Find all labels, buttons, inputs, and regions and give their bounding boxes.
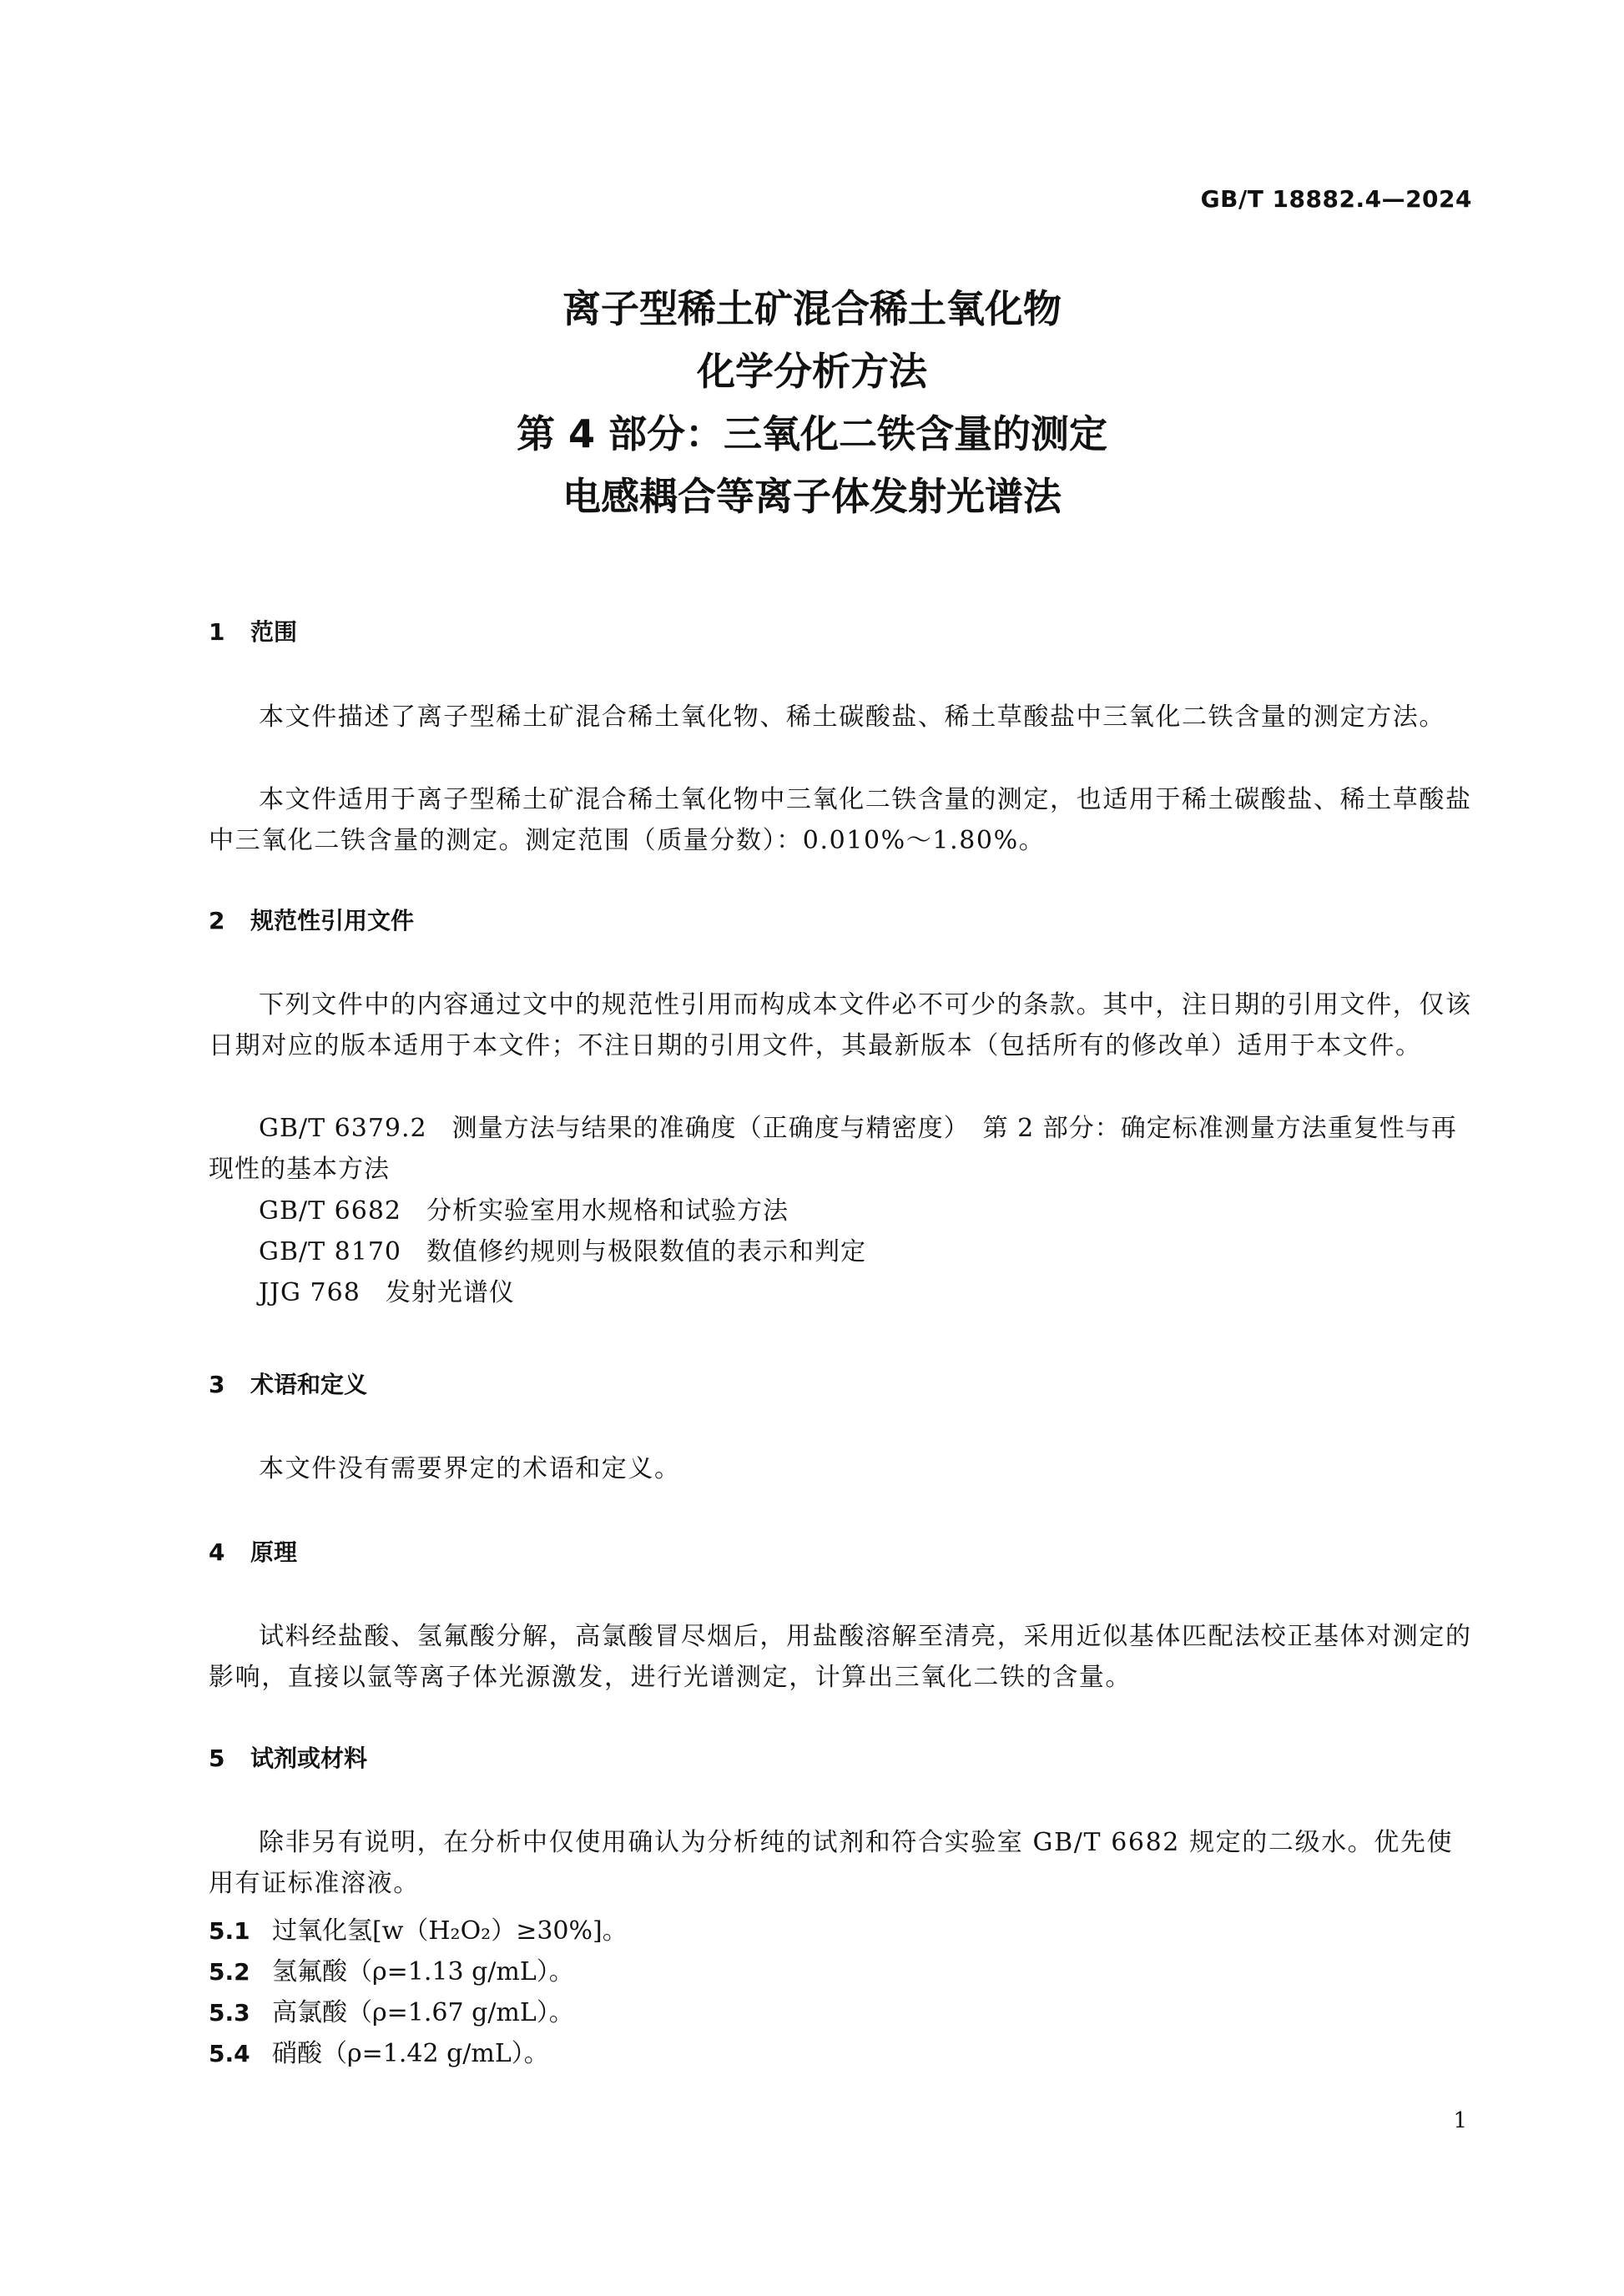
section-3-paragraph-1: 本文件没有需要界定的术语和定义。 — [259, 1454, 681, 1483]
normative-reference — [209, 1191, 1472, 1231]
reference-title: 发射光谱仪 — [385, 1278, 515, 1307]
section-1-heading — [209, 614, 297, 647]
section-number: 1 — [209, 618, 225, 646]
reagent-item — [209, 1910, 628, 1946]
section-5-paragraph-1: 除非另有说明，在分析中仅使用确认为分析纯的试剂和符合实验室 GB/T 6682 规定的二级水。优先使用有证标准溶液。 — [209, 1828, 1454, 1898]
reagent-spec: （ρ=1.67 g/mL）。 — [347, 1998, 574, 2027]
reference-title: 测量方法与结果的准确度（正确度与精密度） 第 2 部分：确定标准测量方法重复性与再现性的基本方法 — [209, 1114, 1457, 1184]
reagent-name: 硝酸 — [272, 2039, 322, 2068]
section-1-paragraph-1: 本文件描述了离子型稀土矿混合稀土氧化物、稀土碳酸盐、稀土草酸盐中三氧化二铁含量的测定方法。 — [259, 702, 1445, 732]
reagent-number: 5.4 — [209, 2040, 250, 2067]
section-2-heading — [209, 903, 414, 936]
reagent-number: 5.1 — [209, 1917, 250, 1945]
section-number: 3 — [209, 1371, 225, 1398]
reagent-item — [209, 1991, 574, 2028]
reference-code: GB/T 8170 — [259, 1237, 402, 1266]
standard-code: GB/T 18882.4—2024 — [1200, 185, 1472, 213]
section-title: 术语和定义 — [250, 1371, 368, 1398]
title-line-1: 离子型稀土矿混合稀土氧化物 — [562, 286, 1062, 331]
reagent-number: 5.2 — [209, 1958, 250, 1986]
reagent-spec: [w（H₂O₂）≥30%]。 — [372, 1916, 628, 1946]
reference-title: 数值修约规则与极限数值的表示和判定 — [426, 1237, 867, 1266]
reference-code: JJG 768 — [259, 1278, 361, 1307]
reference-code: GB/T 6682 — [259, 1196, 402, 1226]
section-title: 原理 — [250, 1538, 298, 1566]
reagent-name: 高氯酸 — [272, 1998, 347, 2027]
reagent-spec: （ρ=1.42 g/mL）。 — [322, 2039, 549, 2068]
reagent-spec: （ρ=1.13 g/mL）。 — [347, 1957, 574, 1986]
title-line-2: 化学分析方法 — [697, 349, 927, 394]
reagent-number: 5.3 — [209, 1999, 250, 2027]
section-1-paragraph-2: 本文件适用于离子型稀土矿混合稀土氧化物中三氧化二铁含量的测定，也适用于稀土碳酸盐、稀土草酸盐中三氧化二铁含量的测定。测定范围（质量分数）：0.010%～1.80%。 — [209, 785, 1472, 855]
reference-title: 分析实验室用水规格和试验方法 — [426, 1196, 789, 1226]
section-number: 2 — [209, 907, 225, 934]
page-number: 1 — [1453, 2108, 1467, 2133]
normative-reference — [209, 1108, 1472, 1190]
section-number: 5 — [209, 1745, 225, 1772]
document-title — [0, 278, 1624, 528]
reagent-item — [209, 2032, 549, 2069]
section-5-heading — [209, 1740, 367, 1774]
section-2-paragraph-1: 下列文件中的内容通过文中的规范性引用而构成本文件必不可少的条款。其中，注日期的引用文件，仅该日期对应的版本适用于本文件；不注日期的引用文件，其最新版本（包括所有的修改单）适用于本文件。 — [209, 990, 1472, 1060]
reference-code: GB/T 6379.2 — [259, 1114, 427, 1143]
section-3-heading — [209, 1367, 367, 1400]
reagent-name: 氢氟酸 — [272, 1957, 347, 1986]
section-title: 试剂或材料 — [250, 1745, 368, 1772]
section-4-paragraph-1: 试料经盐酸、氢氟酸分解，高氯酸冒尽烟后，用盐酸溶解至清亮，采用近似基体匹配法校正基体对测定的影响，直接以氩等离子体光源激发，进行光谱测定，计算出三氧化二铁的含量。 — [209, 1622, 1472, 1692]
section-title: 规范性引用文件 — [250, 907, 415, 934]
normative-reference — [209, 1231, 1472, 1272]
normative-reference — [209, 1272, 1472, 1313]
section-number: 4 — [209, 1538, 225, 1566]
section-4-heading — [209, 1534, 297, 1568]
title-line-4: 电感耦合等离子体发射光谱法 — [562, 474, 1062, 519]
reagent-name: 过氧化氢 — [272, 1916, 372, 1946]
reagent-item — [209, 1951, 574, 1987]
title-line-3: 第 4 部分：三氧化二铁含量的测定 — [516, 411, 1108, 456]
section-title: 范围 — [250, 618, 298, 646]
